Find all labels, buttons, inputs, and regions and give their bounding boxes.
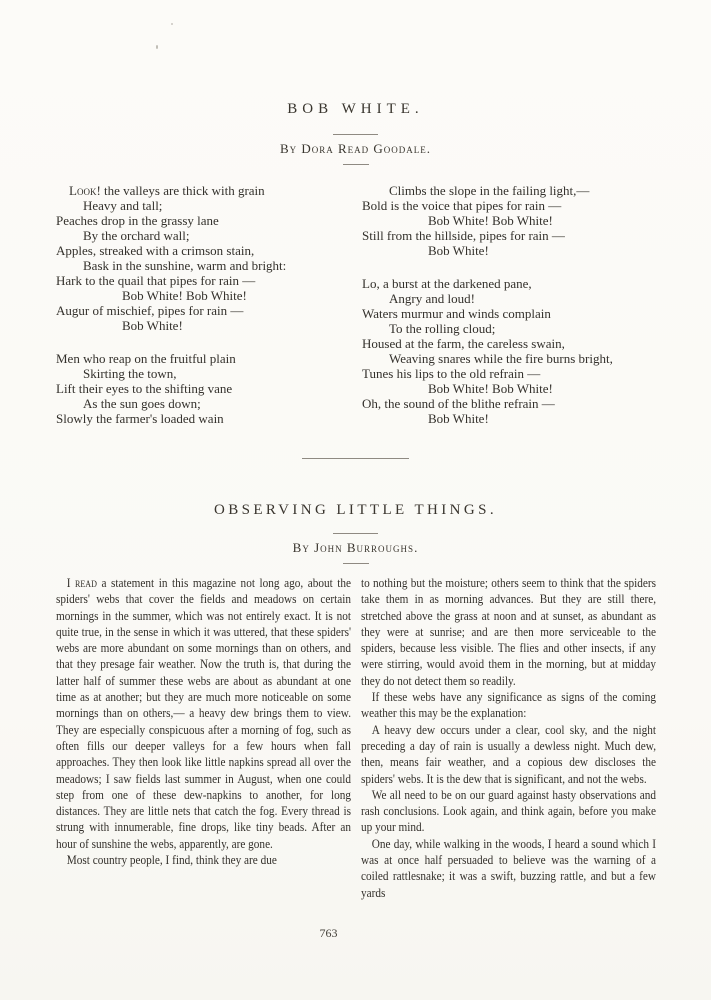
poem-line: Bob White! [122,318,183,333]
poem-line: Angry and loud! [389,291,475,306]
poem-line: Tunes his lips to the old refrain — [362,366,541,381]
poem-stanza [362,276,657,426]
poem-line: Weaving snares while the fire burns bright, [389,351,613,366]
poem-line: Bob White! Bob White! [122,288,247,303]
section-divider-rule [302,458,409,459]
article-paragraph: to nothing but the moisture; others seem to think that the spiders take them in as morning advances. But they are still there, stretched above the grass at noon and at sunset, as abundant as they were at sunrise; and are then more serviceable to the spiders, because less visible. The flies and other insects, if any were stirring, would avoid them in the morning, but at midday they do not detect them so readily. [361,576,657,688]
rule-under-poem-byline [343,164,369,165]
poem-line: Heavy and tall; [83,198,163,213]
article-paragraph: A heavy dew occurs under a clear, cool sky, and the night preceding a day of rain is usually a dewless night. Much dew, then, means fair weather, and a copious dew discloses the spiders' webs. It is the dew that is significant, and not the webs. [361,722,657,786]
rule-under-poem-title [333,134,378,135]
poem-line: Men who reap on the fruitful plain [56,351,236,366]
small-caps-lead: I read [66,576,97,590]
poem-title: BOB WHITE. [287,101,424,117]
poem-column-left [56,183,351,426]
poem-line: Bob White! Bob White! [428,381,553,396]
article-column-left [56,575,351,868]
small-caps-lead: Look! [69,183,101,198]
poem-line: Bob White! [428,411,489,426]
poem-line: Apples, streaked with a crimson stain, [56,243,255,258]
poem-line: Augur of mischief, pipes for rain — [56,303,244,318]
rule-under-article-byline [343,563,369,564]
article-title: OBSERVING LITTLE THINGS. [213,502,498,518]
article-paragraph: We all need to be on our guard against hasty observations and rash conclusions. Look again, and think again, before you make up your mind. [361,787,657,835]
poem-line: Waters murmur and winds complain [362,306,551,321]
poem-line: Bob White! Bob White! [428,213,553,228]
poem-line: Look! the valleys are thick with grain [69,183,265,198]
poem-line: Bask in the sunshine, warm and bright: [83,258,287,273]
poem-stanza [56,351,351,426]
rule-under-article-title [333,533,378,534]
poem-line: Peaches drop in the grassy lane [56,213,219,228]
poem-line: Skirting the town, [83,366,177,381]
paper-speck [156,45,158,49]
poem-stanza [56,183,351,333]
poem-line: Bob White! [428,243,489,258]
article-paragraph: One day, while walking in the woods, I heard a sound which I was at once half persuaded to believe was the warning of a coiled rattlesnake; it was a swift, buzzing rattle, and but a few yards [361,836,657,900]
poem-line: Still from the hillside, pipes for rain — [362,228,565,243]
poem-line: Hark to the quail that pipes for rain — [56,273,256,288]
article-paragraph: I read a statement in this magazine not long ago, about the spiders' webs that cover the fields and meadows on certain mornings in the summer, which was not entirely exact. It is not quite true, in the sense in which it was uttered, that these spiders' webs are more abundant on some mornings than on others, and that they presage fair weather. Now the truth is, that during the latter half of summer these webs are about as abundant at one time as at another; but they are much more noticeable on some mornings than on others,— a heavy dew brings them to view. They are especially conspicuous after a morning of fog, such as often fills our deeper valleys for a few hours when fall approaches. They then look like little napkins spread all over the meadows; I saw fields last summer in August, when one could step from one of these dew-napkins to another, for long distances. They are little nets that catch the fog. Every thread is strung with innumerable, fine drops, like tiny beads. After an hour of sunshine the webs, apparently, are gone. [56,576,352,851]
poem-stanza [362,183,657,258]
poem-line: Lift their eyes to the shifting vane [56,381,233,396]
page-number: 763 [319,926,338,940]
poem-columns [0,183,711,426]
poem-line: By the orchard wall; [83,228,190,243]
article-paragraph: Most country people, I find, think they are due [66,853,277,868]
poem-line: Slowly the farmer's loaded wain [56,411,224,426]
poem-line: Lo, a burst at the darkened pane, [362,276,532,291]
poem-column-right [362,183,657,426]
paper-speck [171,23,173,25]
article-section [0,502,711,564]
poem-section [0,0,711,426]
article-paragraph: If these webs have any significance as signs of the coming weather this may be the explanation: [361,690,657,721]
poem-line: Housed at the farm, the careless swain, [362,336,565,351]
poem-line: As the sun goes down; [83,396,201,411]
article-byline: By John Burroughs. [292,540,419,555]
poem-line: Oh, the sound of the blithe refrain — [362,396,555,411]
poem-line: Climbs the slope in the failing light,— [389,183,590,198]
poem-line: Bold is the voice that pipes for rain — [362,198,562,213]
poem-line: To the rolling cloud; [389,321,496,336]
poem-byline: By Dora Read Goodale. [279,141,432,156]
article-column-right [361,575,656,901]
